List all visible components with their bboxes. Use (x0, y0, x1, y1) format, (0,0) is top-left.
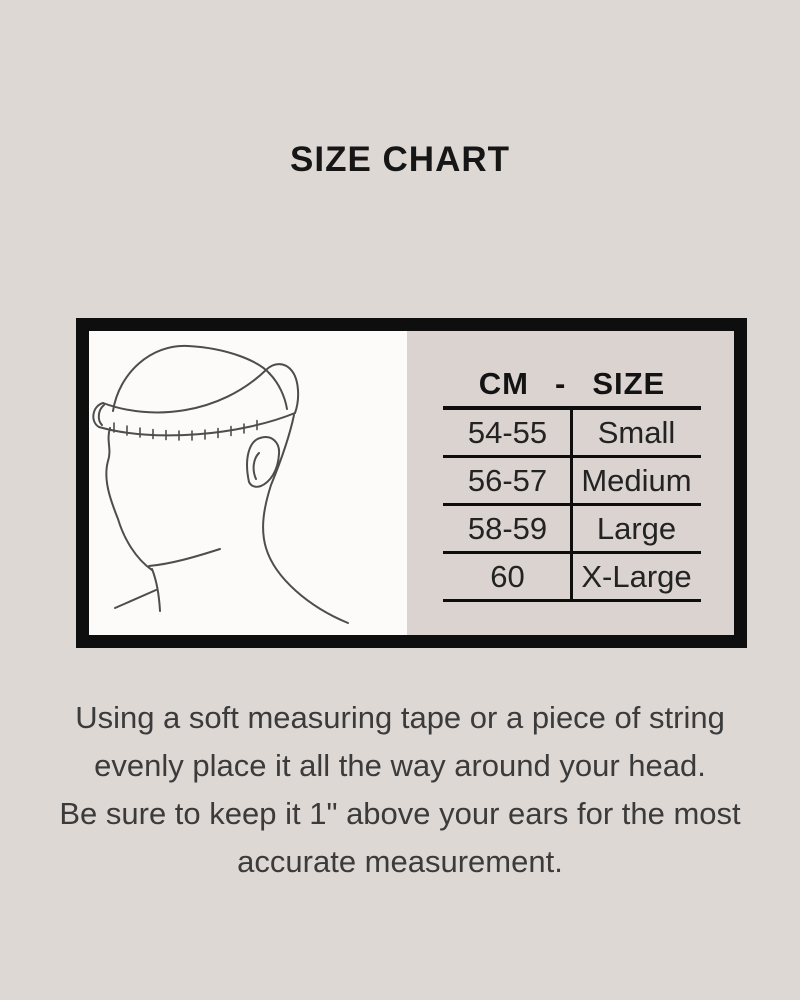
cm-value: 56-57 (467, 462, 548, 498)
cm-value: 60 (490, 558, 525, 594)
header-separator: - (554, 366, 567, 401)
instruction-line: Be sure to keep it 1" above your ears for the most (59, 796, 741, 831)
instruction-line: Using a soft measuring tape or a piece of string (75, 700, 725, 735)
cm-value: 58-59 (467, 510, 548, 546)
measurement-instructions (0, 694, 800, 886)
page-title: SIZE CHART (290, 140, 510, 179)
size-table (443, 362, 701, 602)
size-value: Medium (581, 462, 692, 498)
size-chart-panel (76, 318, 747, 648)
head-measurement-illustration (89, 331, 407, 635)
table-column-divider (570, 410, 573, 602)
size-value: Small (597, 414, 676, 450)
cm-value: 54-55 (467, 414, 548, 450)
head-with-measuring-tape-icon (89, 331, 407, 635)
size-value: X-Large (581, 558, 692, 594)
instruction-line: evenly place it all the way around your head. (94, 748, 706, 783)
size-value: Large (596, 510, 677, 546)
instruction-line: accurate measurement. (237, 844, 563, 879)
header-cm-label: CM (478, 366, 529, 401)
size-table-header (443, 362, 701, 410)
header-size-label: SIZE (592, 366, 666, 401)
